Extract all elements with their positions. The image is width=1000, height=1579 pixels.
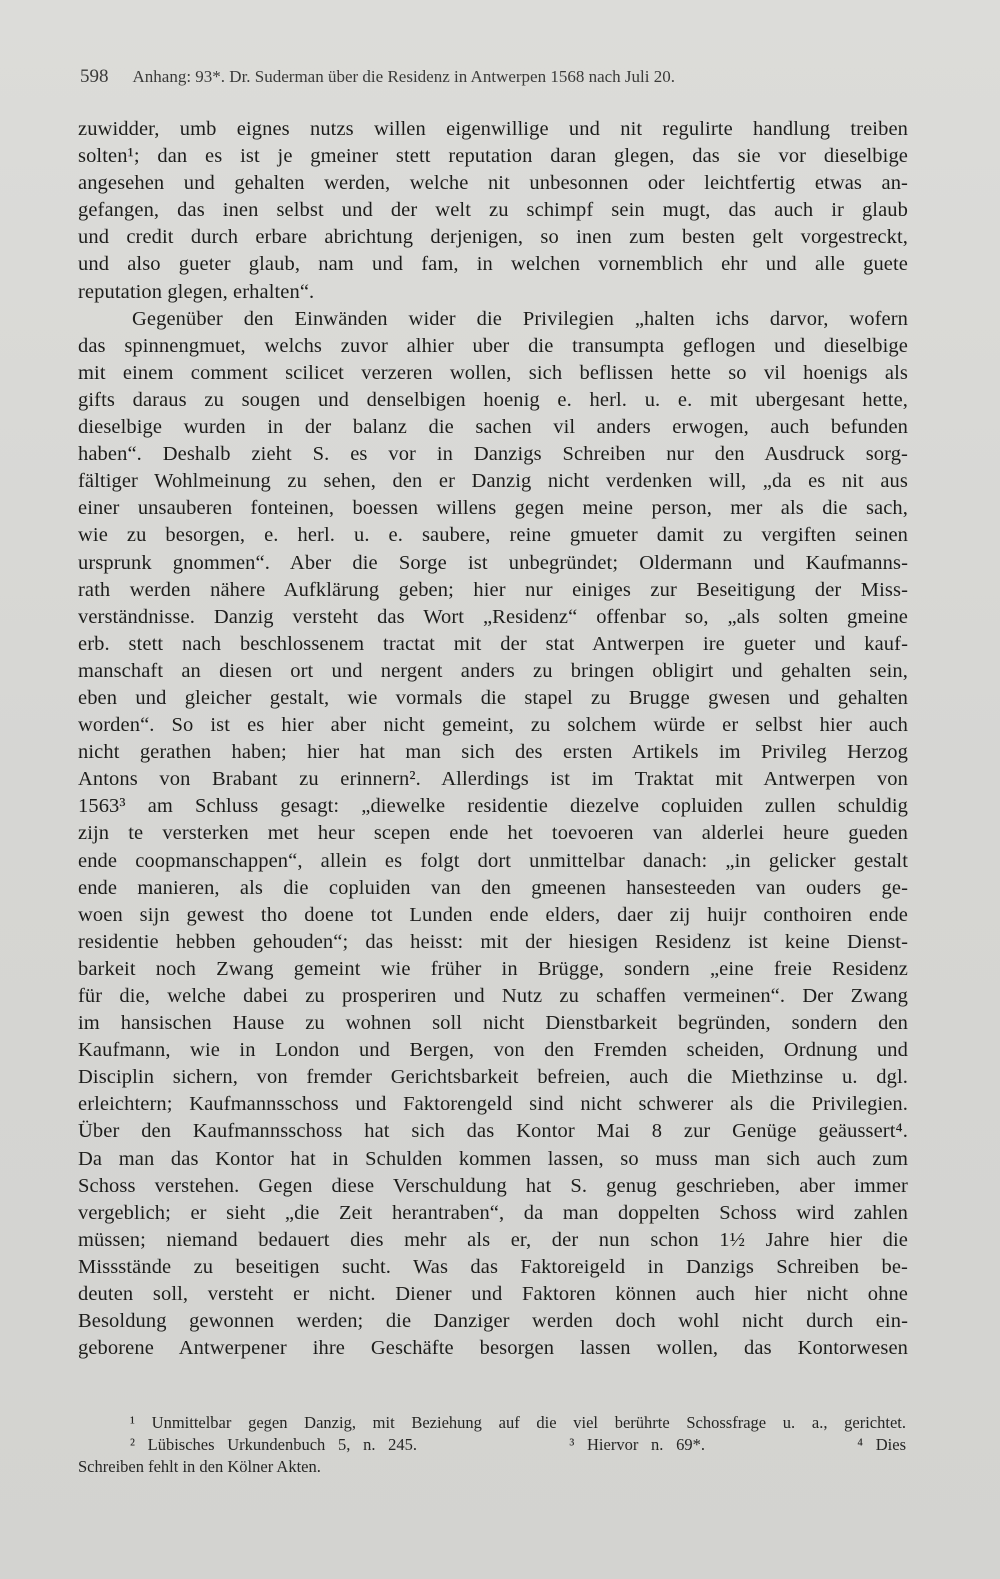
text-line: mit einem comment scilicet verzeren wollen, sich beflissen hette so vil hoenigs als	[78, 361, 908, 384]
text-line: das spinnengmuet, welchs zuvor alhier uber die transumpta geflogen und dieselbige	[78, 334, 908, 357]
text-line: ursprunk gnommen“. Aber die Sorge ist unbegründet; Oldermann und Kaufmanns-	[78, 551, 908, 574]
text-line: geborene Antwerpener ihre Geschäfte besorgen lassen wollen, das Kontorwesen	[78, 1337, 908, 1360]
text-line: deuten soll, versteht er nicht. Diener und Faktoren können auch hier nicht ohne	[78, 1283, 908, 1306]
text-line: zuwidder, umb eignes nutzs willen eigenwillige und nit regulirte handlung treiben	[78, 118, 908, 140]
text-line: Antons von Brabant zu erinnern². Allerdings ist im Traktat mit Antwerpen von	[78, 768, 908, 791]
text-line: angesehen und gehalten werden, welche nit unbesonnen oder leichtfertig etwas an-	[78, 172, 908, 195]
text-line: Schoss verstehen. Gegen diese Verschuldung hat S. genug geschrieben, aber immer	[78, 1174, 908, 1197]
text-line: und credit durch erbare abrichtung derjenigen, so inen zum besten gelt vorgestreckt,	[78, 226, 908, 249]
text-line: rath werden nähere Aufklärung geben; hier nur einiges zur Beseitigung der Miss-	[78, 578, 908, 601]
text-line: haben“. Deshalb zieht S. es vor in Danzigs Schreiben nur den Ausdruck sorg-	[78, 443, 908, 466]
text-line: worden“. So ist es hier aber nicht gemeint, zu solchem würde er selbst hier auch	[78, 714, 908, 737]
text-line: Kaufmann, wie in London und Bergen, von den Fremden scheiden, Ordnung und	[78, 1039, 908, 1062]
text-line: Da man das Kontor hat in Schulden kommen lassen, so muss man sich auch zum	[78, 1147, 908, 1170]
text-line: Gegenüber den Einwänden wider die Privilegien „halten ichs darvor, wofern	[132, 307, 908, 330]
text-line: und also gueter glaub, nam und fam, in welchen vornemblich ehr und alle guete	[78, 253, 908, 276]
text-line: gifts daraus zu sougen und denselbigen hoenig e. herl. u. e. mit ubergesant hette,	[78, 388, 908, 411]
text-line: 1563³ am Schluss gesagt: „diewelke residentie diezelve copluiden zullen schuldig	[78, 795, 908, 818]
text-line: Über den Kaufmannsschoss hat sich das Kontor Mai 8 zur Genüge geäussert⁴.	[78, 1120, 908, 1143]
text-line: gefangen, das inen selbst und der welt zu schimpf sein mugt, das auch ir glaub	[78, 199, 908, 222]
text-line: müssen; niemand bedauert dies mehr als er, der nun schon 1½ Jahre hier die	[78, 1228, 908, 1251]
text-line: im hansischen Hause zu wohnen soll nicht Dienstbarkeit begründen, sondern den	[78, 1012, 908, 1035]
text-line: solten¹; dan es ist je gmeiner stett reputation daran glegen, das sie vor dieselbige	[78, 145, 908, 168]
text-line: manschaft an diesen ort und nergent anders zu bringen obligirt und gehalten sein,	[78, 659, 908, 682]
footnote-line: ² Lübisches Urkundenbuch 5, n. 245. ³ Hiervor n. 69*. ⁴ Dies	[130, 1435, 906, 1454]
text-line: Missstände zu beseitigen sucht. Was das Faktoreigeld in Danzigs Schreiben be-	[78, 1255, 908, 1278]
main-text	[78, 116, 908, 1362]
text-line: für die, welche dabei zu prosperiren und Nutz zu schaffen vermeinen“. Der Zwang	[78, 985, 908, 1007]
text-line: verständnisse. Danzig versteht das Wort „Residenz“ offenbar so, „als solten gmeine	[78, 605, 908, 628]
text-line: ende coopmanschappen“, allein es folgt dort unmittelbar danach: „in gelicker gestalt	[78, 849, 908, 872]
text-line: eben und gleicher gestalt, wie vormals die stapel zu Brugge gwesen und gehalten	[78, 686, 908, 709]
running-header	[80, 66, 920, 90]
running-title: Anhang: 93*. Dr. Suderman über die Residenz in Antwerpen 1568 nach Juli 20.	[132, 67, 675, 86]
footnote-line: Schreiben fehlt in den Kölner Akten.	[78, 1457, 321, 1476]
text-line: Disciplin sichern, von fremder Gerichtsbarkeit befreien, auch die Miethzinse u. dgl.	[78, 1066, 908, 1089]
text-line: dieselbige wurden in der balanz die sachen vil anders erwogen, auch befunden	[78, 416, 908, 439]
text-line: barkeit noch Zwang gemeint wie früher in Brügge, sondern „eine freie Residenz	[78, 957, 908, 980]
text-line: vergeblich; er sieht „die Zeit herantraben“, da man doppelten Schoss wird zahlen	[78, 1201, 908, 1224]
text-line: wie zu besorgen, e. herl. u. e. saubere, reine gmueter damit zu vergiften seinen	[78, 524, 908, 547]
page-number: 598	[80, 66, 109, 87]
text-line: woen sijn gewest tho doene tot Lunden ende elders, daer zij huijr conthoiren ende	[78, 903, 908, 926]
text-line: nicht gerathen haben; hier hat man sich des ersten Artikels im Privileg Herzog	[78, 741, 908, 764]
text-line: ende manieren, als die copluiden van den gmeenen hansesteeden van ouders ge-	[78, 876, 908, 899]
footnote-line: ¹ Unmittelbar gegen Danzig, mit Beziehung auf die viel berührte Schossfrage u. a., gerichtet.	[130, 1413, 906, 1432]
text-line: einer unsauberen fonteinen, boessen willens gegen meine person, mer als die sach,	[78, 497, 908, 520]
text-line: zijn te versterken met heur scepen ende het toevoeren van alderlei heure gueden	[78, 822, 908, 845]
footnotes	[78, 1412, 906, 1478]
text-line: erleichtern; Kaufmannsschoss und Faktorengeld sind nicht schwerer als die Privilegien.	[78, 1093, 908, 1116]
text-line: reputation glegen, erhalten“.	[78, 280, 315, 303]
text-line: Besoldung gewonnen werden; die Danziger werden doch wohl nicht durch ein-	[78, 1310, 908, 1333]
text-line: fältiger Wohlmeinung zu sehen, den er Danzig nicht verdenken will, „da es nit aus	[78, 470, 908, 493]
text-line: erb. stett nach beschlossenem tractat mit der stat Antwerpen ire gueter und kauf-	[78, 632, 908, 655]
text-line: residentie hebben gehouden“; das heisst: mit der hiesigen Residenz ist keine Dienst-	[78, 930, 908, 953]
